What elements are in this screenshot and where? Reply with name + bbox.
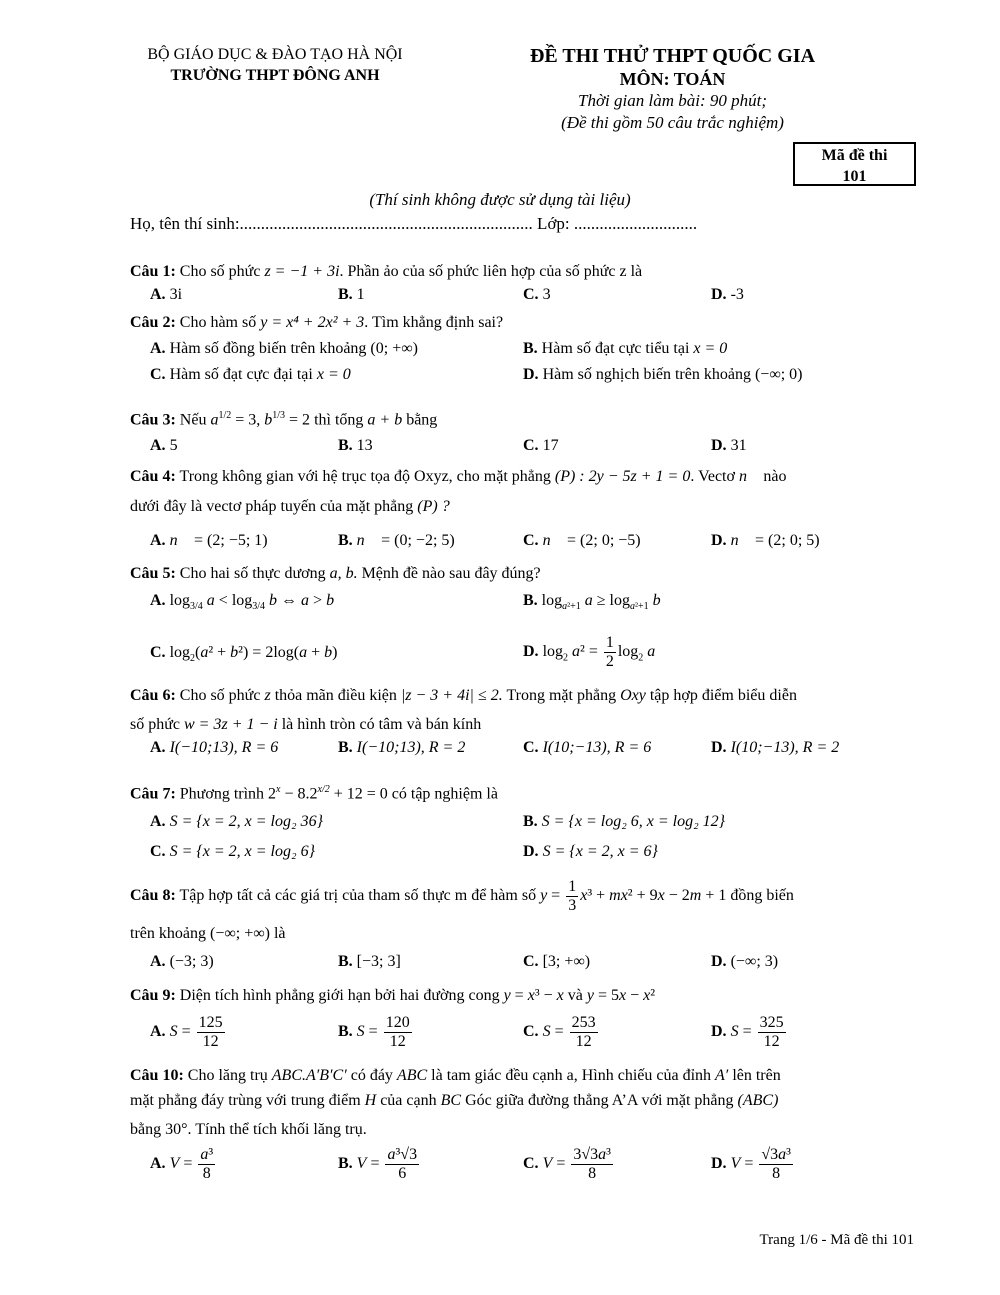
exam-note: (Đề thi gồm 50 câu trắc nghiệm) bbox=[561, 113, 784, 132]
q2-label: Câu 2: bbox=[130, 314, 176, 331]
q6-option-a: A. I(−10;13), R = 6 bbox=[150, 739, 279, 756]
ministry: BỘ GIÁO DỤC & ĐÀO TẠO HÀ NỘI bbox=[147, 46, 403, 63]
question-4: Câu 4: Trong không gian với hệ trục tọa độ Oxyz, cho mặt phẳng (P) : 2y − 5z + 1 = 0. Vectơ n⃗ nào bbox=[130, 468, 787, 485]
question-10-line2: mặt phẳng đáy trùng với trung điểm H của cạnh BC Góc giữa đường thẳng A’A với mặt phẳng (ABC) bbox=[130, 1092, 779, 1109]
page-footer: Trang 1/6 - Mã đề thi 101 bbox=[759, 1232, 914, 1248]
header-left bbox=[90, 44, 460, 86]
q4-option-a: A. n⃗ = (2; −5; 1) bbox=[150, 532, 268, 549]
exam-code-box bbox=[793, 142, 916, 186]
q2-option-c: C. Hàm số đạt cực đại tại x = 0 bbox=[150, 366, 351, 383]
q1-expr: z = −1 + 3i bbox=[264, 263, 340, 280]
q2-option-a: A. Hàm số đồng biến trên khoảng (0; +∞) bbox=[150, 340, 418, 357]
q8-option-d: D. (−∞; 3) bbox=[711, 953, 779, 970]
question-7: Câu 7: Phương trình $2^x - 8.2^{x/2} + 12 = 0$ có tập nghiệm là bbox=[130, 784, 498, 803]
question-9: Câu 9: Diện tích hình phẳng giới hạn bởi hai đường cong y = x³ − x và y = 5x − x² bbox=[130, 987, 656, 1004]
subject: MÔN: TOÁN bbox=[619, 69, 726, 89]
question-8-line2: trên khoảng (−∞; +∞) là bbox=[130, 925, 286, 942]
q1-option-c: C. 3 bbox=[523, 286, 551, 303]
q6-option-d: D. I(10;−13), R = 2 bbox=[711, 739, 840, 756]
student-info-line: Họ, tên thí sinh:..................................................................... Lớp: ............................. bbox=[130, 214, 698, 233]
exam-title: ĐỀ THI THỬ THPT QUỐC GIA bbox=[529, 45, 816, 67]
q9-option-a: A. S = $\frac{125}{12}$ bbox=[150, 1014, 223, 1050]
q8-option-a: A. (−3; 3) bbox=[150, 953, 214, 970]
q10-option-c: C. V = $\frac{\text{3√3a³}}{8}$ bbox=[523, 1146, 611, 1182]
q6-option-c: C. I(10;−13), R = 6 bbox=[523, 739, 652, 756]
header-right bbox=[500, 44, 845, 134]
question-10: Câu 10: Cho lăng trụ ABC.A′B′C′ có đáy ABC là tam giác đều cạnh a, Hình chiếu của đỉnh A′ lên trên bbox=[130, 1067, 781, 1084]
q9-option-c: C. S = $\frac{253}{12}$ bbox=[523, 1014, 596, 1050]
q9-option-d: D. S = $\frac{325}{12}$ bbox=[711, 1014, 784, 1050]
school-name: TRƯỜNG THPT ĐÔNG ANH bbox=[170, 67, 380, 84]
q1-text-b: . Phần ảo của số phức liên hợp của số phức z là bbox=[339, 263, 643, 280]
q3-option-a: A. 5 bbox=[150, 437, 178, 454]
exam-code-label: Mã đề thi bbox=[821, 147, 888, 164]
question-5: Câu 5: Cho hai số thực dương a, b. Mệnh đề nào sau đây đúng? bbox=[130, 565, 541, 582]
q7-option-a: A. S = {x = 2, x = log₂ 36} bbox=[150, 813, 323, 830]
q7-option-d: D. S = {x = 2, x = 6} bbox=[523, 843, 658, 860]
q1-option-b: B. 1 bbox=[338, 286, 365, 303]
q10-option-a: A. V = $\frac{\text{a³}}{8}$ bbox=[150, 1146, 214, 1182]
q1-option-a: A. 3i bbox=[150, 286, 183, 303]
q2-option-b: B. Hàm số đạt cực tiểu tại x = 0 bbox=[523, 340, 728, 357]
q3-option-d: D. 31 bbox=[711, 437, 747, 454]
q4-option-b: B. n⃗ = (0; −2; 5) bbox=[338, 532, 455, 549]
q5-option-b: B. $\log_{a^2+1} a \ge \log_{a^2+1} b$ bbox=[523, 592, 661, 613]
q7-option-b: B. S = {x = log₂ 6, x = log₂ 12} bbox=[523, 813, 726, 830]
q3-option-c: C. 17 bbox=[523, 437, 559, 454]
q3-option-b: B. 13 bbox=[338, 437, 373, 454]
exam-time: Thời gian làm bài: 90 phút; bbox=[578, 91, 767, 110]
question-6: Câu 6: Cho số phức z thỏa mãn điều kiện |z − 3 + 4i| ≤ 2. Trong mặt phẳng Oxy tập hợp điểm biểu diễn bbox=[130, 687, 797, 704]
q5-option-c: C. $\log_2(a^2 + b^2) = 2\log(a + b)$ bbox=[150, 644, 338, 665]
q10-option-b: B. V = $\frac{\text{a³√3}}{6}$ bbox=[338, 1146, 418, 1182]
q4-option-d: D. n⃗ = (2; 0; 5) bbox=[711, 532, 820, 549]
q1-label: Câu 1: bbox=[130, 263, 176, 280]
q5-option-a: A. $\log_{3/4} a < \log_{3/4} b$ ⇔ a > b bbox=[150, 592, 335, 613]
q9-option-b: B. S = $\frac{120}{12}$ bbox=[338, 1014, 410, 1050]
q8-option-c: C. [3; +∞) bbox=[523, 953, 591, 970]
question-10-line3: bằng 30°. Tính thể tích khối lăng trụ. bbox=[130, 1121, 367, 1138]
q1-option-d: D. -3 bbox=[711, 286, 744, 303]
q2-expr: y = x⁴ + 2x² + 3 bbox=[260, 314, 365, 331]
q2-option-d: D. Hàm số nghịch biến trên khoảng (−∞; 0) bbox=[523, 366, 803, 383]
q4-option-c: C. n⃗ = (2; 0; −5) bbox=[523, 532, 641, 549]
q1-text: Cho số phức bbox=[179, 263, 261, 280]
question-1 bbox=[130, 263, 642, 281]
notice: (Thí sinh không được sử dụng tài liệu) bbox=[369, 190, 631, 209]
q10-option-d: D. V = $\frac{\text{√3a³}}{8}$ bbox=[711, 1146, 791, 1182]
q3-label: Câu 3: bbox=[130, 411, 176, 429]
q6-option-b: B. I(−10;13), R = 2 bbox=[338, 739, 466, 756]
exam-code-value: 101 bbox=[842, 168, 867, 185]
q5-option-d: D. $\log_2 a^2$ = $\frac{1}{2}$ $\log_2 a$ bbox=[523, 634, 656, 670]
question-8: Câu 8: Tập hợp tất cả các giá trị của tham số thực m để hàm số y = $\frac{1}{3}$ x³ + mx² + 9x − 2m + 1 đồng biến bbox=[130, 878, 794, 914]
question-4-line2: dưới đây là vectơ pháp tuyến của mặt phẳng (P) ? bbox=[130, 498, 450, 515]
question-2: Câu 2: Cho hàm số y = x⁴ + 2x² + 3. Tìm khẳng định sai? bbox=[130, 314, 504, 331]
q7-option-c: C. S = {x = 2, x = log₂ 6} bbox=[150, 843, 315, 860]
question-6-line2: số phức w = 3z + 1 − i là hình tròn có tâm và bán kính bbox=[130, 716, 482, 733]
q8-option-b: B. [−3; 3] bbox=[338, 953, 401, 970]
question-3: Câu 3: Nếu $a^{1/2} = 3$, $b^{1/3} = 2$ thì tổng a + b bằng bbox=[130, 410, 438, 429]
